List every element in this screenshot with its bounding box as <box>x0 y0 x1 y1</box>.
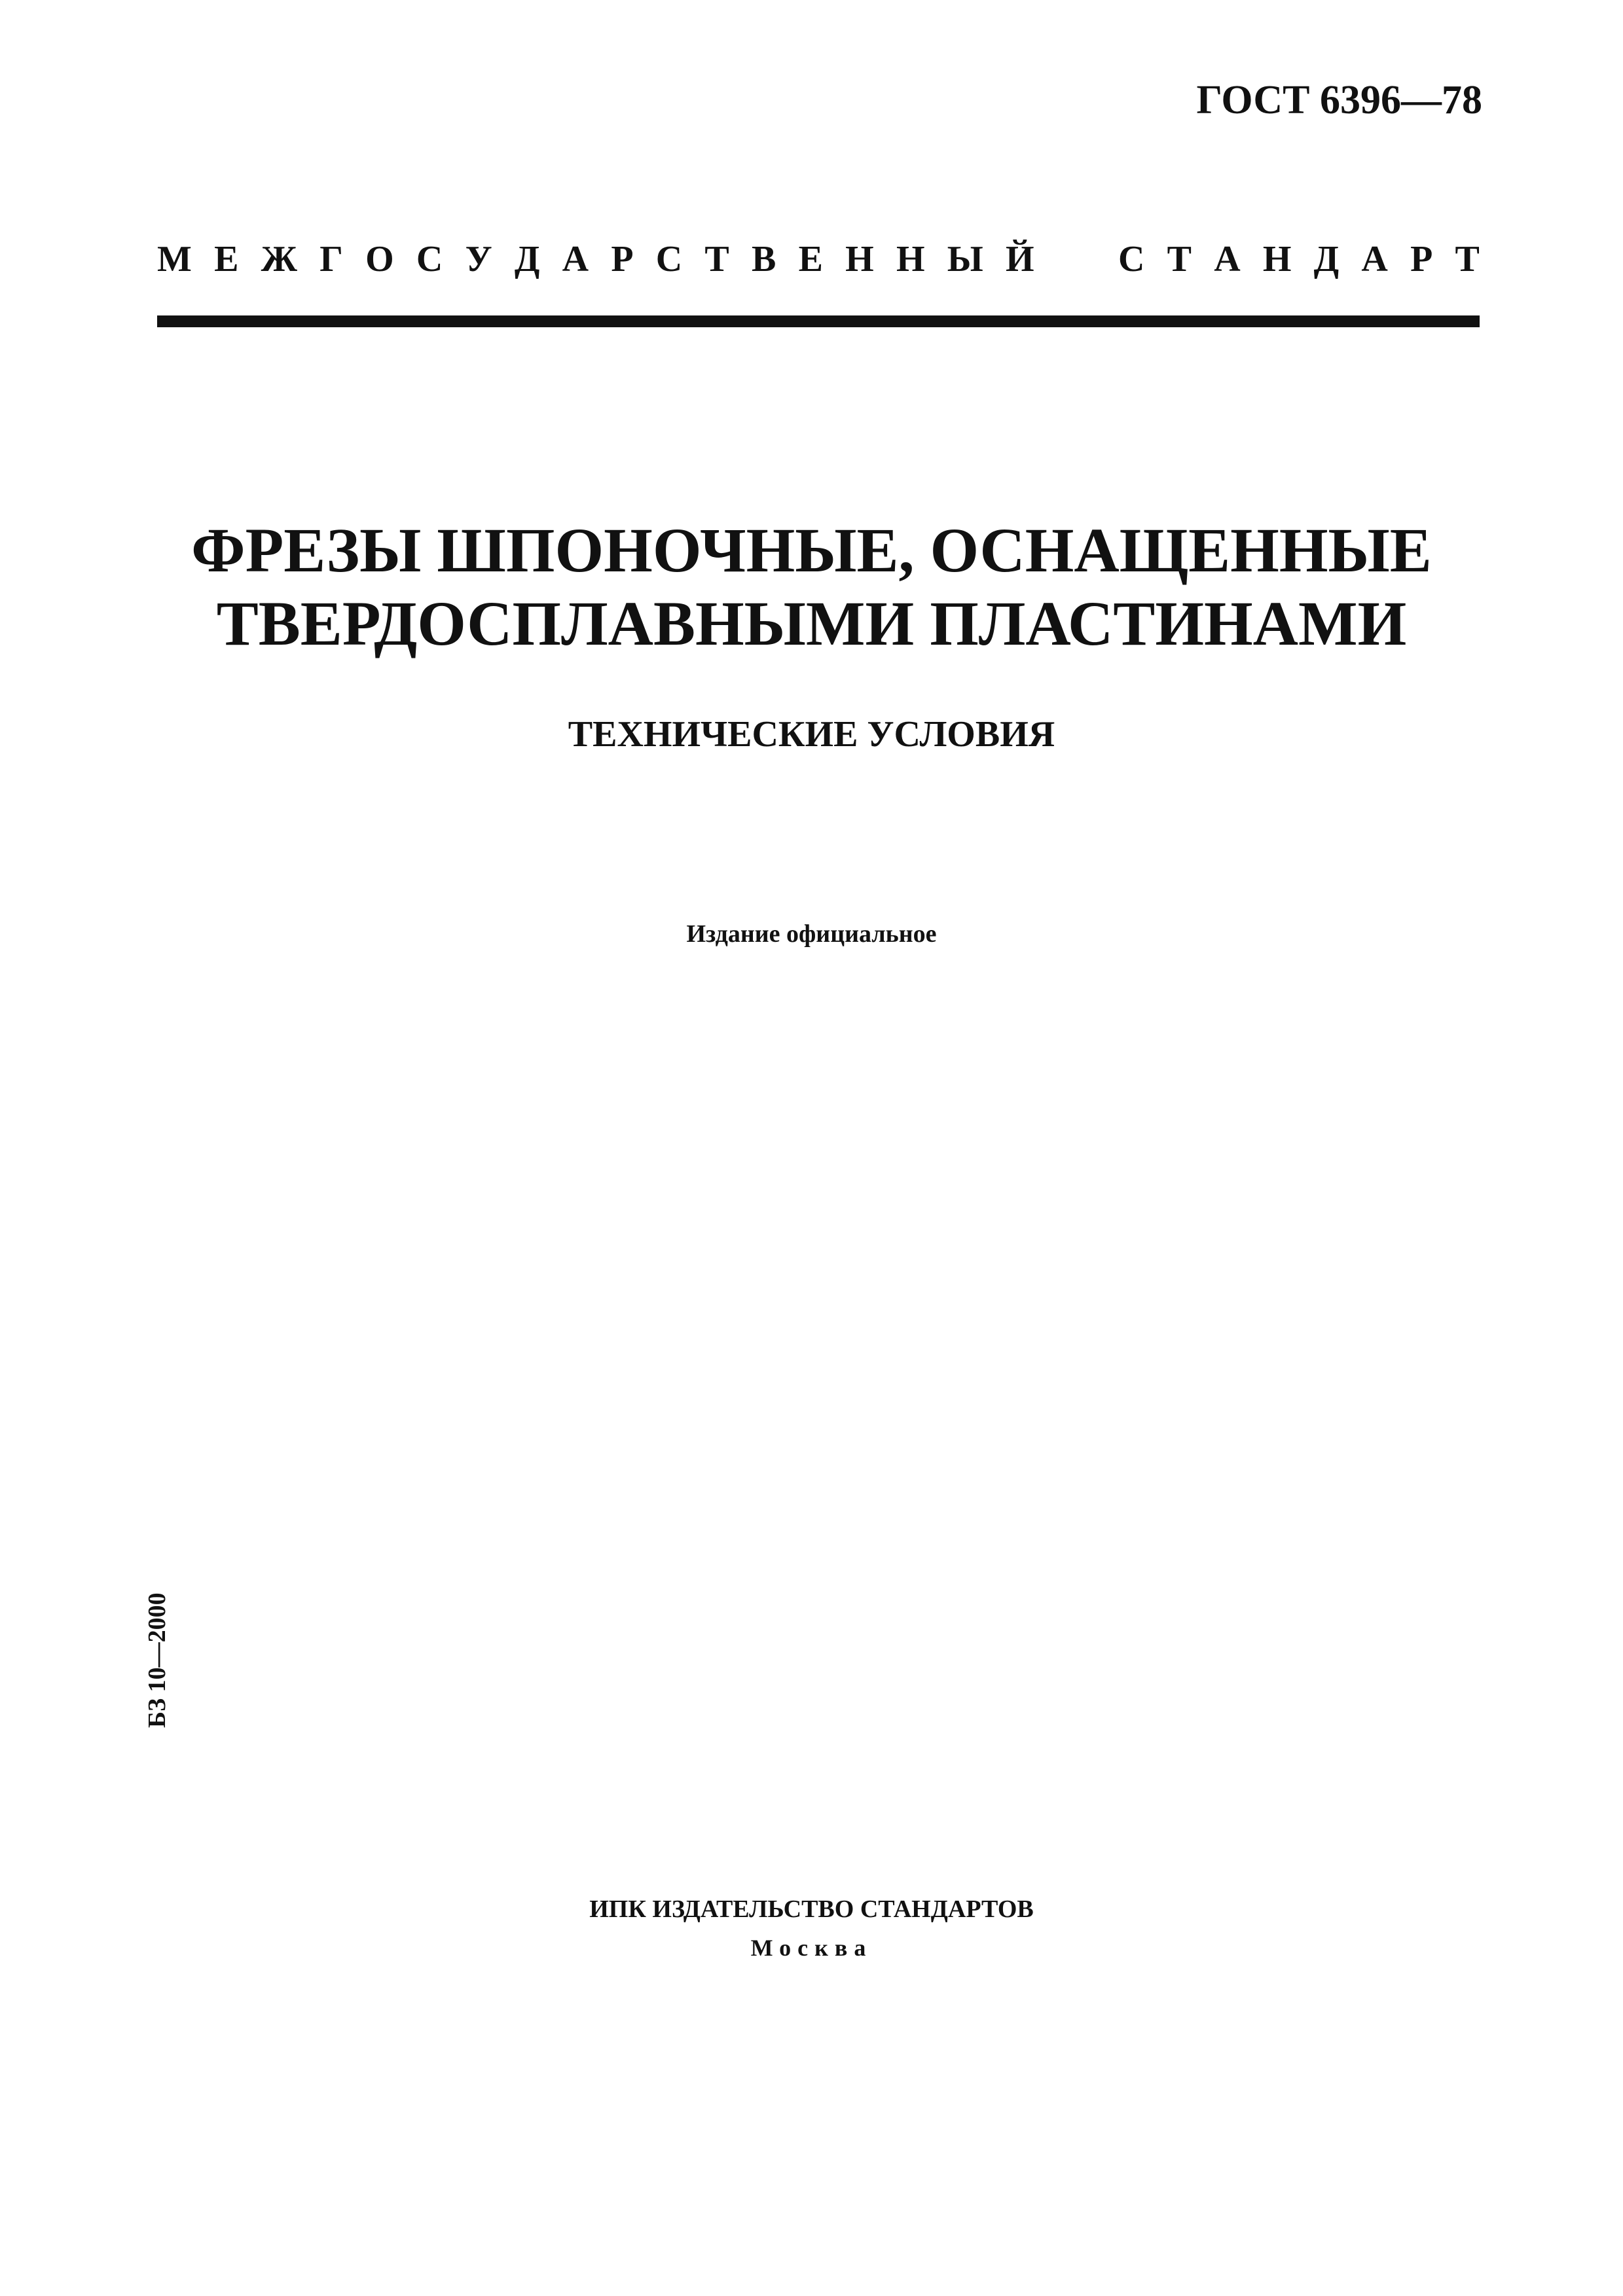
category-letter: Й <box>1005 239 1034 279</box>
category-letter: Е <box>214 239 239 279</box>
edition-note: Издание официальное <box>686 920 937 948</box>
document-subtitle: ТЕХНИЧЕСКИЕ УСЛОВИЯ <box>568 714 1055 755</box>
header-rule <box>157 315 1480 327</box>
category-letter: Н <box>845 239 874 279</box>
document-title <box>0 514 1623 660</box>
title-line-2: ТВЕРДОСПЛАВНЫМИ ПЛАСТИНАМИ <box>216 588 1407 658</box>
category-letter: Т <box>704 239 729 279</box>
category-letter: Р <box>611 239 634 279</box>
category-letter: Т <box>1455 239 1480 279</box>
side-code: БЗ 10—2000 <box>143 1592 171 1728</box>
category-letter: Ж <box>261 239 298 279</box>
category-letter: Н <box>896 239 925 279</box>
category-letter: С <box>655 239 683 279</box>
category-letter: А <box>1214 239 1241 279</box>
category-letter: Д <box>1313 239 1340 279</box>
category-letter: М <box>157 239 192 279</box>
category-heading <box>157 236 1480 283</box>
category-letter: Ы <box>947 239 983 279</box>
category-letter: А <box>562 239 589 279</box>
title-line-1: ФРЕЗЫ ШПОНОЧНЫЕ, ОСНАЩЕННЫЕ <box>191 515 1432 585</box>
category-letter: Т <box>1167 239 1192 279</box>
category-letter: Е <box>798 239 823 279</box>
category-letter: С <box>1118 239 1145 279</box>
category-letter: С <box>416 239 443 279</box>
category-letter: В <box>752 239 776 279</box>
category-letter: А <box>1361 239 1388 279</box>
publisher: ИПК ИЗДАТЕЛЬСТВО СТАНДАРТОВ <box>589 1895 1034 1923</box>
category-letter: О <box>365 239 394 279</box>
gost-number: ГОСТ 6396—78 <box>1196 78 1482 122</box>
publisher-city: Москва <box>750 1935 873 1961</box>
category-letter: Р <box>1410 239 1433 279</box>
category-letter: Д <box>514 239 540 279</box>
category-letter: Г <box>319 239 343 279</box>
category-letter: У <box>465 239 492 279</box>
category-letter: Н <box>1262 239 1292 279</box>
